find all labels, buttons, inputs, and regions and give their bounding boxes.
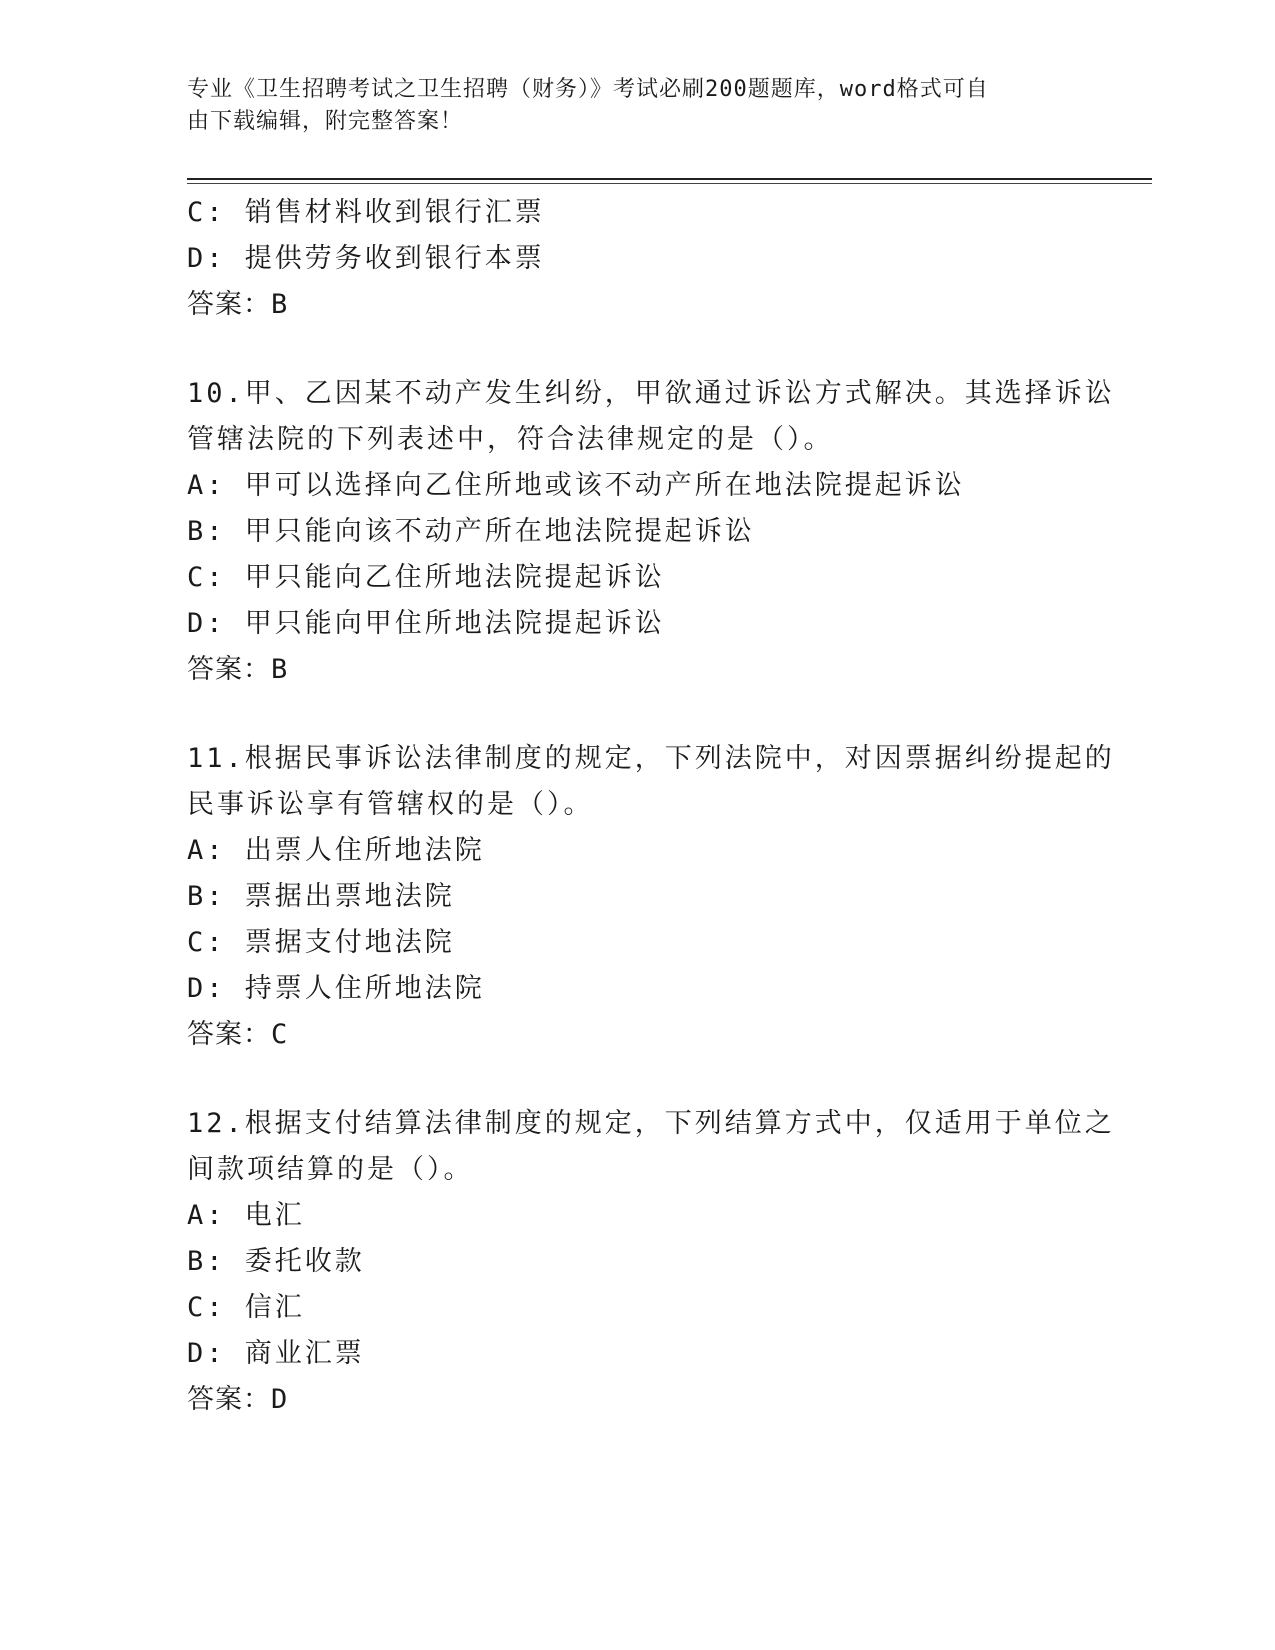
question-stem-line-1: 11.根据民事诉讼法律制度的规定，下列法院中，对因票据纠纷提起的 (187, 743, 1115, 774)
question-11 (187, 736, 1115, 1058)
answer-line: 答案：B (187, 654, 289, 685)
header-line-1: 专业《卫生招聘考试之卫生招聘（财务）》考试必刷200题题库，word格式可自 (187, 77, 989, 102)
question-stem-line-1: 12.根据支付结算法律制度的规定，下列结算方式中，仅适用于单位之 (187, 1108, 1115, 1139)
option-d: D: 持票人住所地法院 (187, 973, 485, 1004)
header-rule-thick (187, 178, 1152, 180)
option-c: C: 票据支付地法院 (187, 927, 455, 958)
option-b: B: 委托收款 (187, 1246, 365, 1277)
answer-line: 答案：C (187, 1019, 289, 1050)
option-b: B: 票据出票地法院 (187, 881, 455, 912)
option-a: A: 出票人住所地法院 (187, 835, 485, 866)
answer-line: 答案：B (187, 289, 289, 320)
header-rule-thin (187, 183, 1152, 184)
option-a: A: 电汇 (187, 1200, 305, 1231)
option-c: C: 信汇 (187, 1292, 305, 1323)
question-10 (187, 371, 1115, 693)
spacer (187, 1058, 1087, 1101)
spacer (187, 693, 1087, 736)
question-stem-line-2: 民事诉讼享有管辖权的是（）。 (187, 789, 594, 820)
option-d: D: 甲只能向甲住所地法院提起诉讼 (187, 608, 665, 639)
question-9-continued (187, 190, 1087, 328)
option-a: A: 甲可以选择向乙住所地或该不动产所在地法院提起诉讼 (187, 470, 965, 501)
option-c: C: 销售材料收到银行汇票 (187, 197, 545, 228)
document-header (187, 74, 1067, 138)
answer-line: 答案：D (187, 1384, 289, 1415)
question-list (187, 190, 1115, 1423)
option-d: D: 提供劳务收到银行本票 (187, 243, 545, 274)
question-12 (187, 1101, 1115, 1423)
question-stem-line-2: 间款项结算的是（）。 (187, 1154, 474, 1185)
option-b: B: 甲只能向该不动产所在地法院提起诉讼 (187, 516, 755, 547)
header-line-2: 由下载编辑，附完整答案！ (187, 109, 464, 134)
option-c: C: 甲只能向乙住所地法院提起诉讼 (187, 562, 665, 593)
question-stem-line-2: 管辖法院的下列表述中，符合法律规定的是（）。 (187, 424, 834, 455)
spacer (187, 328, 1087, 371)
question-stem-line-1: 10.甲、乙因某不动产发生纠纷，甲欲通过诉讼方式解决。其选择诉讼 (187, 378, 1115, 409)
option-d: D: 商业汇票 (187, 1338, 365, 1369)
